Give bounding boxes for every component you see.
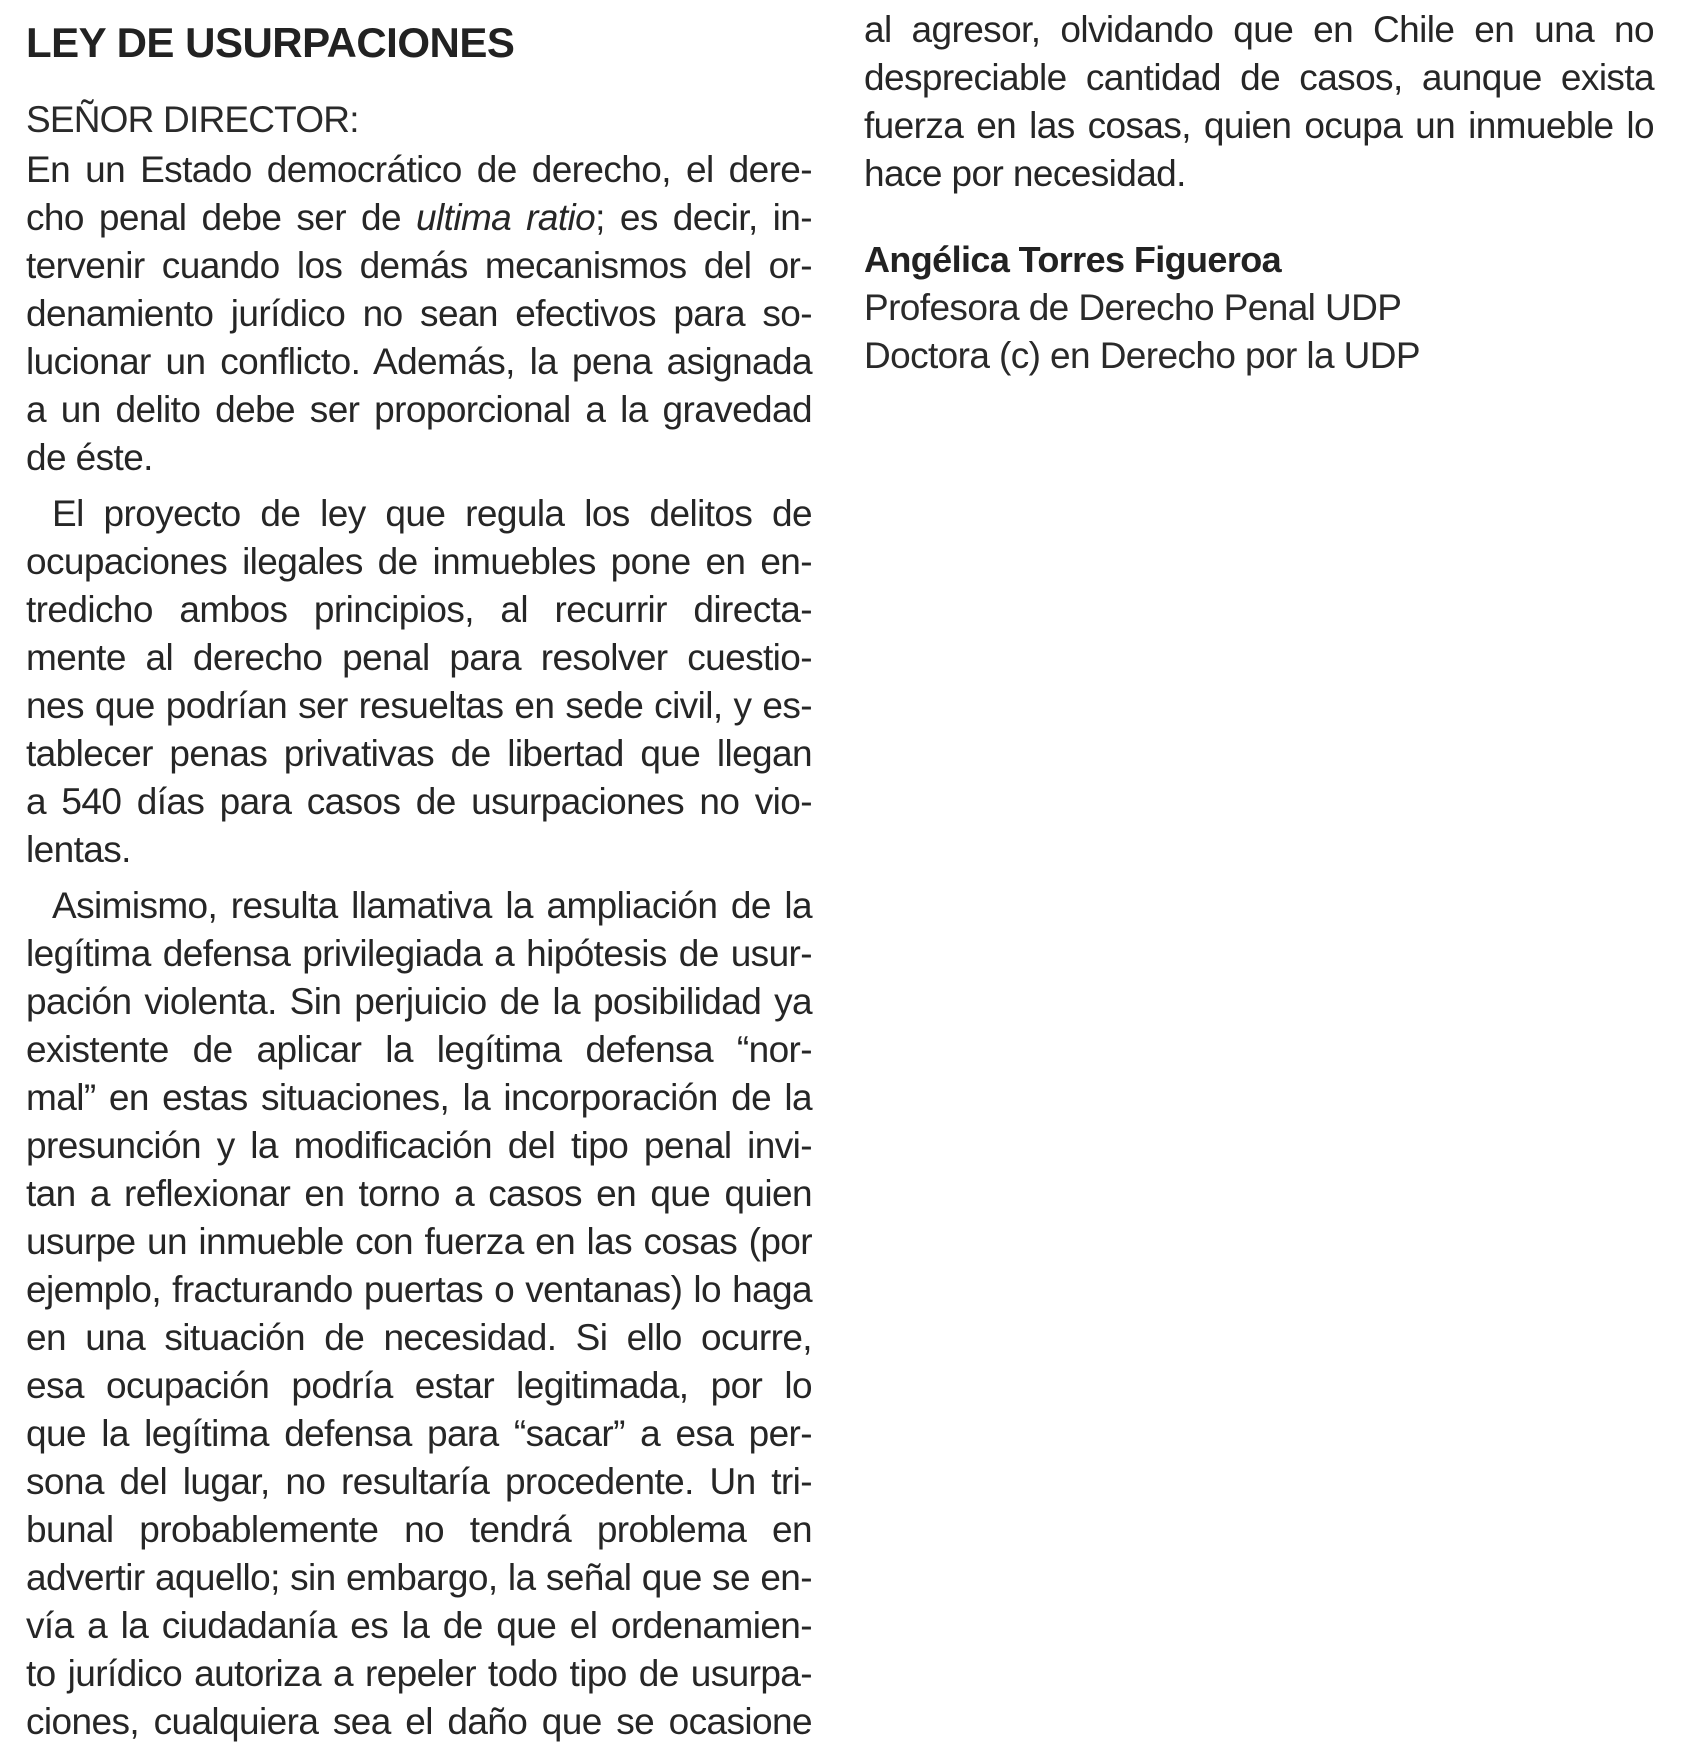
- signature-title-2: Doctora (c) en Derecho por la UDP: [864, 335, 1420, 376]
- paragraph-2-line-8: lentas.: [26, 829, 131, 870]
- paragraph-3-line-4: existente de aplicar la legítima defensa “nor-: [26, 1029, 812, 1070]
- paragraph-3-line-8: usurpe un inmueble con fuerza en las cosas (por: [26, 1221, 812, 1262]
- paragraph-3-line-9: ejemplo, fracturando puertas o ventanas) lo haga: [26, 1269, 812, 1310]
- paragraph-2: [26, 490, 812, 874]
- paragraph-2-line-5: nes que podrían ser resueltas en sede civil, y es-: [26, 685, 812, 726]
- paragraph-3-cont-line-3: fuerza en las cosas, quien ocupa un inmueble lo: [864, 105, 1654, 146]
- paragraph-3-line-16: vía a la ciudadanía es la de que el ordenamien-: [26, 1605, 812, 1646]
- headline: LEY DE USURPACIONES: [26, 19, 515, 66]
- paragraph-2-line-4: mente al derecho penal para resolver cuestio-: [26, 637, 812, 678]
- paragraph-3-line-5: mal” en estas situaciones, la incorporación de la: [26, 1077, 812, 1118]
- paragraph-3-line-7: tan a reflexionar en torno a casos en que quien: [26, 1173, 812, 1214]
- paragraph-2-line-3: tredicho ambos principios, al recurrir directa-: [26, 589, 812, 630]
- paragraph-3-line-3: pación violenta. Sin perjuicio de la posibilidad ya: [26, 981, 812, 1022]
- paragraph-3: [26, 882, 812, 1746]
- paragraph-2-line-2: ocupaciones ilegales de inmuebles pone en en-: [26, 541, 812, 582]
- signature-name: Angélica Torres Figueroa: [864, 239, 1282, 280]
- paragraph-1-line-4: denamiento jurídico no sean efectivos para so-: [26, 293, 812, 334]
- paragraph-1: [26, 146, 812, 482]
- paragraph-3-line-18: ciones, cualquiera sea el daño que se ocasione: [26, 1701, 812, 1742]
- paragraph-3-line-15: advertir aquello; sin embargo, la señal que se en-: [26, 1557, 812, 1598]
- paragraph-3-line-17: to jurídico autoriza a repeler todo tipo de usurpa-: [26, 1653, 812, 1694]
- paragraph-1-line-3: tervenir cuando los demás mecanismos del or-: [26, 245, 812, 286]
- paragraph-3-line-1: Asimismo, resulta llamativa la ampliación de la: [52, 885, 812, 926]
- left-column: [26, 0, 812, 1746]
- paragraph-3-continued: [864, 6, 1654, 198]
- paragraph-2-line-1: El proyecto de ley que regula los delitos de: [52, 493, 812, 534]
- right-column: [864, 0, 1654, 380]
- paragraph-1-line-1: En un Estado democrático de derecho, el dere-: [26, 149, 812, 190]
- paragraph-3-cont-line-4: hace por necesidad.: [864, 153, 1186, 194]
- paragraph-3-line-6: presunción y la modificación del tipo penal invi-: [26, 1125, 812, 1166]
- ultima-ratio-italic: ultima ratio: [416, 197, 596, 238]
- paragraph-1-line-5: lucionar un conflicto. Además, la pena asignada: [26, 341, 812, 382]
- paragraph-3-cont-line-1: al agresor, olvidando que en Chile en una no: [864, 9, 1654, 50]
- paragraph-3-line-14: bunal probablemente no tendrá problema en: [26, 1509, 812, 1550]
- paragraph-1-line-2: cho penal debe ser de ultima ratio; es decir, in-: [26, 197, 812, 238]
- paragraph-1-line-6: a un delito debe ser proporcional a la gravedad: [26, 389, 812, 430]
- paragraph-1-line-7: de éste.: [26, 437, 153, 478]
- paragraph-3-line-13: sona del lugar, no resultaría procedente. Un tri-: [26, 1461, 812, 1502]
- paragraph-2-line-7: a 540 días para casos de usurpaciones no vio-: [26, 781, 812, 822]
- salutation: SEÑOR DIRECTOR:: [26, 99, 359, 140]
- paragraph-3-line-2: legítima defensa privilegiada a hipótesis de usur-: [26, 933, 812, 974]
- paragraph-3-cont-line-2: despreciable cantidad de casos, aunque exista: [864, 57, 1654, 98]
- paragraph-2-line-6: tablecer penas privativas de libertad que llegan: [26, 733, 812, 774]
- signature-title-1: Profesora de Derecho Penal UDP: [864, 287, 1402, 328]
- paragraph-3-line-12: que la legítima defensa para “sacar” a esa per-: [26, 1413, 812, 1454]
- paragraph-3-line-11: esa ocupación podría estar legitimada, por lo: [26, 1365, 812, 1406]
- paragraph-3-line-10: en una situación de necesidad. Si ello ocurre,: [26, 1317, 812, 1358]
